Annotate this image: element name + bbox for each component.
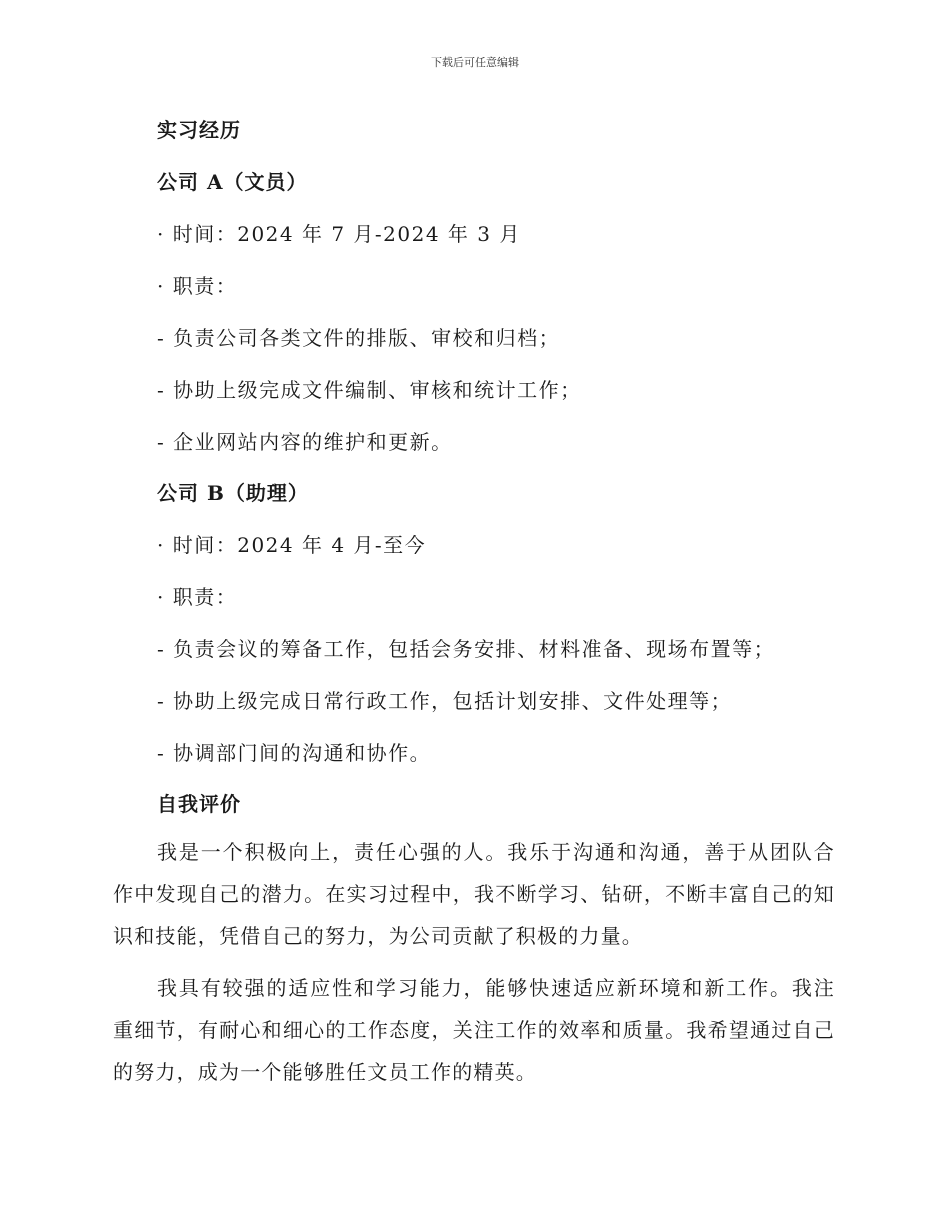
company-a-duty-item: - 负责公司各类文件的排版、审校和归档； — [157, 326, 561, 350]
company-a-duties-label: · 职责： — [157, 274, 238, 298]
section-title-self-evaluation: 自我评价 — [157, 792, 241, 816]
company-b-time: · 时间：2024 年 4 月-至今 — [157, 533, 427, 557]
company-a-title: 公司 A（文员） — [157, 170, 308, 194]
page-header: 下载后可任意编辑 — [431, 56, 519, 69]
company-b-duties-label: · 职责： — [157, 585, 238, 609]
company-a-duty-item: - 协助上级完成文件编制、审核和统计工作； — [157, 378, 582, 402]
company-b-duty-item: - 协调部门间的沟通和协作。 — [157, 741, 432, 765]
section-title-internship: 实习经历 — [157, 118, 241, 142]
company-a-duty-item: - 企业网站内容的维护和更新。 — [157, 430, 453, 454]
self-evaluation-paragraph: 我具有较强的适应性和学习能力，能够快速适应新环境和新工作。我注重细节，有耐心和细心的工作态度，关注工作的效率和质量。我希望通过自己的努力，成为一个能够胜任文员工作的精英。 — [113, 976, 835, 1084]
company-b-title: 公司 B（助理） — [157, 481, 309, 505]
self-evaluation-paragraph: 我是一个积极向上，责任心强的人。我乐于沟通和沟通，善于从团队合作中发现自己的潜力。在实习过程中，我不断学习、钻研，不断丰富自己的知识和技能，凭借自己的努力，为公司贡献了积极的力量。 — [113, 840, 835, 948]
company-b-duty-item: - 协助上级完成日常行政工作，包括计划安排、文件处理等； — [157, 689, 733, 713]
company-b-duty-item: - 负责会议的筹备工作，包括会务安排、材料准备、现场布置等； — [157, 637, 776, 661]
company-a-time: · 时间：2024 年 7 月-2024 年 3 月 — [157, 222, 521, 246]
